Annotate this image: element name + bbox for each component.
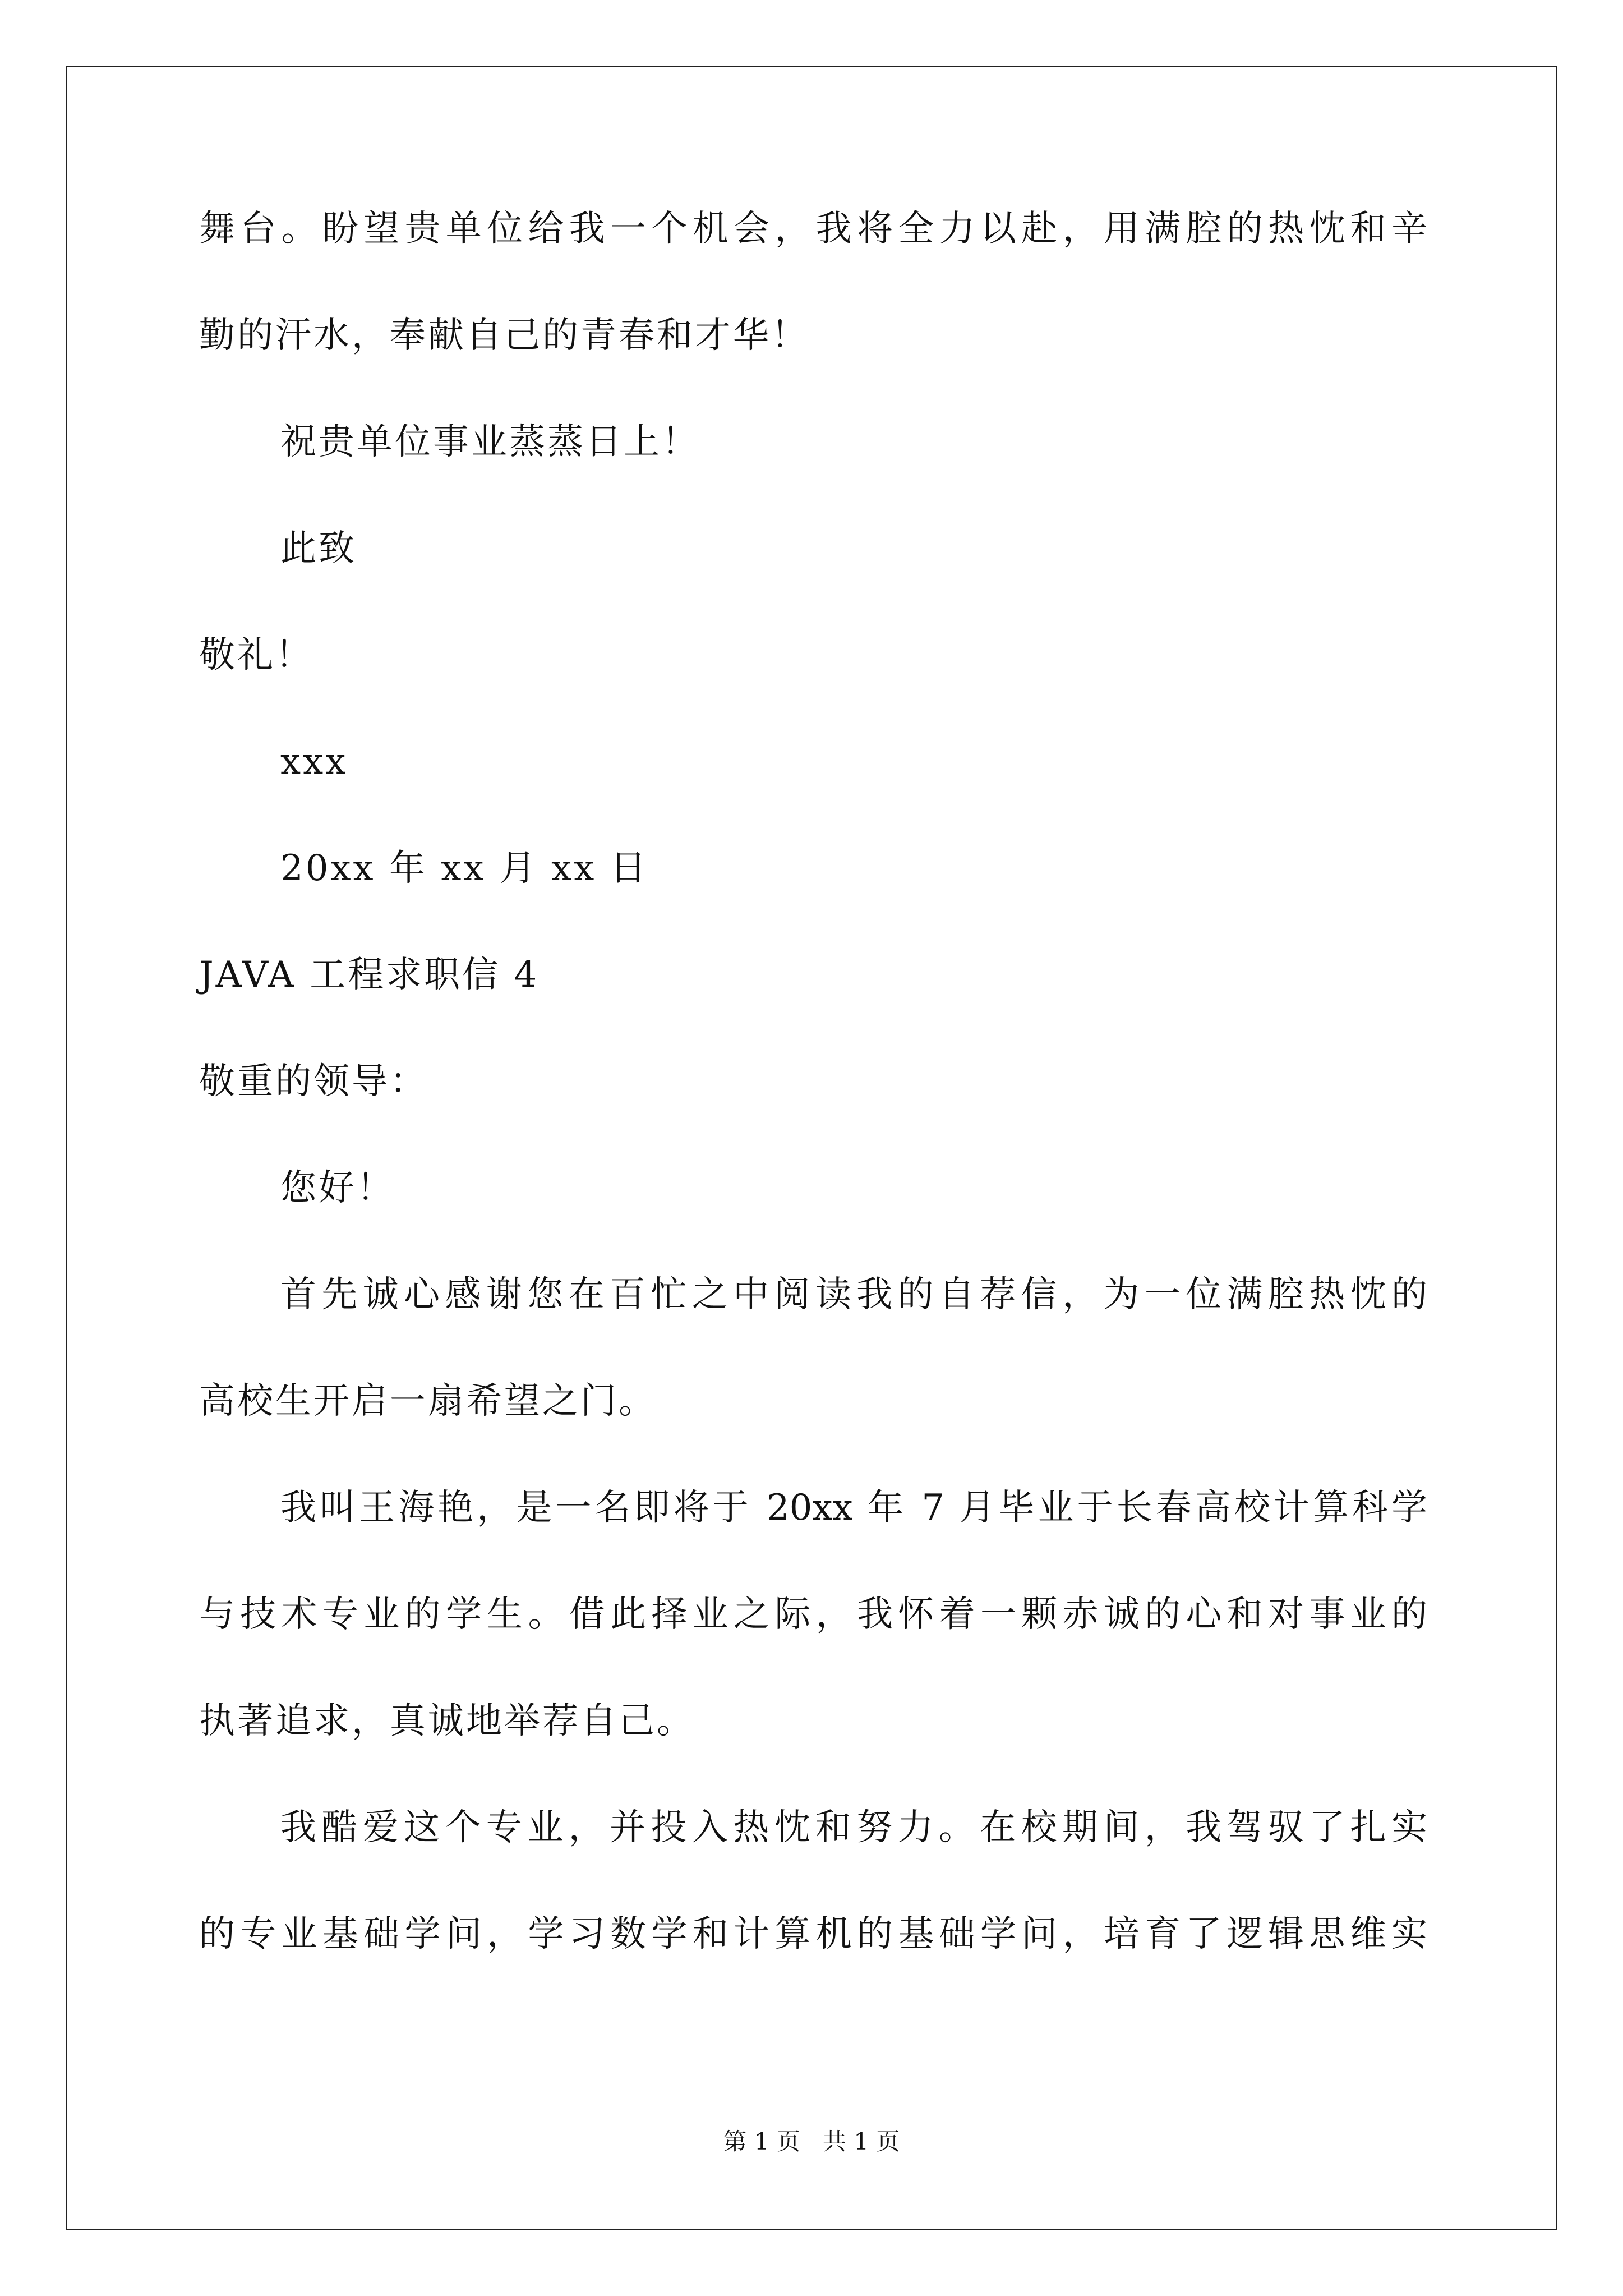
body-line: 我叫王海艳，是一名即将于 20xx 年 7 月毕业于长春高校计算科学	[280, 1487, 1427, 1529]
page-indicator: 第 1 页 共 1 页	[723, 2128, 900, 2155]
salutation-line: 敬礼！	[199, 634, 313, 676]
body-line: 的专业基础学问，学习数学和计算机的基础学问，培育了逻辑思维实	[199, 1913, 1427, 1955]
closing-line: 此致	[280, 528, 357, 569]
body-line: 首先诚心感谢您在百忙之中阅读我的自荐信，为一位满腔热忱的	[280, 1274, 1427, 1315]
greeting-line: 敬重的领导：	[199, 1061, 428, 1102]
body-line: 舞台。盼望贵单位给我一个机会，我将全力以赴，用满腔的热忱和辛	[199, 208, 1427, 250]
body-line: 我酷爱这个专业，并投入热忱和努力。在校期间，我驾驭了扎实	[280, 1807, 1427, 1848]
body-line: 勤的汗水，奉献自己的青春和才华！	[199, 315, 809, 356]
page-border	[66, 66, 1557, 2230]
body-line: 执著追求，真诚地举荐自己。	[199, 1700, 695, 1742]
section-heading: JAVA 工程求职信 4	[199, 954, 540, 996]
signature-name: xxx	[280, 741, 348, 783]
signature-date: 20xx 年 xx 月 xx 日	[280, 848, 648, 889]
body-line: 高校生开启一扇希望之门。	[199, 1381, 657, 1422]
greeting-hello: 您好！	[280, 1167, 395, 1209]
wish-line: 祝贵单位事业蒸蒸日上！	[280, 421, 700, 463]
body-line: 与技术专业的学生。借此择业之际，我怀着一颗赤诚的心和对事业的	[199, 1594, 1427, 1635]
